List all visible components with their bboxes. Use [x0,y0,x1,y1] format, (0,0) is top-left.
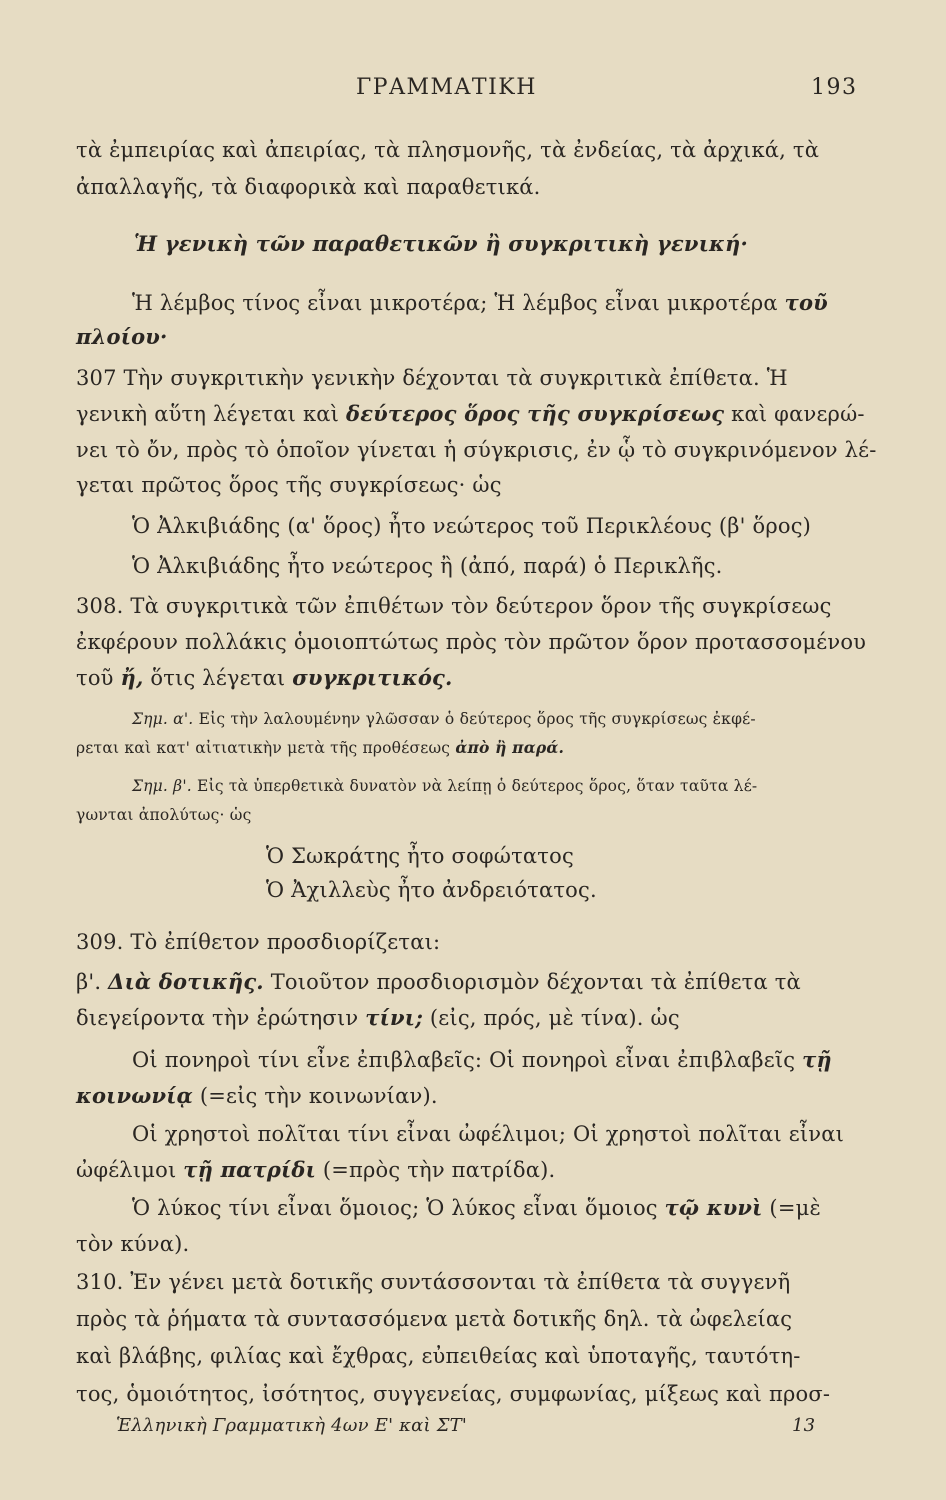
example-line: κοινωνίᾳ (=εἰς τὴν κοινωνίαν). [76,1083,438,1108]
example-line: Οἱ πονηροὶ τίνι εἶνε ἐπιβλαβεῖς: Οἱ πονηροὶ εἶναι ἐπιβλαβεῖς τῇ [132,1047,832,1072]
text-line: διεγείροντα τὴν ἐρώτησιν τίνι; (εἰς, πρός, μὲ τίνα). ὡς [76,1005,680,1030]
text-line: ἐκφέρουν πολλάκις ὁμοιοπτώτως πρὸς τὸν πρῶτον ὅρον προτασσομένου [76,630,867,654]
text-line: γεται πρῶτος ὅρος τῆς συγκρίσεως· ὡς [76,473,502,497]
example-line: Ὁ Σωκράτης ἦτο σοφώτατος [266,844,574,868]
text-line: πλοίου· [76,324,168,349]
text-line: καὶ βλάβης, φιλίας καὶ ἔχθρας, εὐπειθείας καὶ ὑποταγῆς, ταυτότη- [76,1344,801,1368]
text-line: τὰ ἐμπειρίας καὶ ἀπειρίας, τὰ πλησμονῆς, τὰ ἐνδείας, τὰ ἀρχικά, τὰ [76,138,820,162]
text-line: πρὸς τὰ ῥήματα τὰ συντασσόμενα μετὰ δοτικῆς δηλ. τὰ ὠφελείας [76,1307,793,1331]
text-line: ἀπαλλαγῆς, τὰ διαφορικὰ καὶ παραθετικά. [76,175,541,199]
paragraph-310: 310. Ἐν γένει μετὰ δοτικῆς συντάσσονται τὰ ἐπίθετα τὰ συγγενῆ [76,1270,791,1294]
printer-signature: Ἑλληνικὴ Γραμματικὴ 4ων Ε' καὶ ΣΤ' [116,1415,467,1436]
example-line: Ὁ λύκος τίνι εἶναι ὅμοιος; Ὁ λύκος εἶναι ὅμοιος τῷ κυνὶ (=μὲ [132,1195,821,1220]
example-line: Οἱ χρηστοὶ πολῖται τίνι εἶναι ὠφέλιμοι; Οἱ χρηστοὶ πολῖται εἶναι [132,1122,845,1146]
example-line: Ὁ Ἀχιλλεὺς ἦτο ἀνδρειότατος. [266,878,597,902]
example-line: ὠφέλιμοι τῇ πατρίδι (=πρὸς τὴν πατρίδα). [76,1157,556,1182]
note-line: Σημ. α'. Εἰς τὴν λαλουμένην γλῶσσαν ὁ δεύτερος ὅρος τῆς συγκρίσεως ἐκφέ- [132,710,756,728]
text-line: Ἡ λέμβος τίνος εἶναι μικροτέρα; Ἡ λέμβος εἶναι μικροτέρα τοῦ [132,290,828,315]
note-line: Σημ. β'. Εἰς τὰ ὑπερθετικὰ δυνατὸν νὰ λείπῃ ὁ δεύτερος ὅρος, ὅταν ταῦτα λέ- [132,777,758,795]
text-line: γενικὴ αὕτη λέγεται καὶ δεύτερος ὅρος τῆς συγκρίσεως καὶ φανερώ- [76,401,865,426]
note-line: ρεται καὶ κατ' αἰτιατικὴν μετὰ τῆς προθέσεως ἀπὸ ἢ παρά. [76,738,565,757]
note-line: γωνται ἀπολύτως· ὡς [76,806,252,824]
sheet-number: 13 [792,1415,816,1436]
text-line: νει τὸ ὄν, πρὸς τὸ ὁποῖον γίνεται ἡ σύγκρισις, ἐν ᾧ τὸ συγκρινόμενον λέ- [76,438,877,462]
section-heading: Ἡ γενικὴ τῶν παραθετικῶν ἢ συγκριτικὴ γενική· [134,231,748,256]
paragraph-309: 309. Τὸ ἐπίθετον προσδιορίζεται: [76,930,441,954]
page-number: 193 [811,75,858,100]
text-line: τος, ὁμοιότητος, ἰσότητος, συγγενείας, συμφωνίας, μίξεως καὶ προσ- [76,1382,831,1406]
example-line: τὸν κύνα). [76,1232,190,1256]
running-head-title: ΓΡΑΜΜΑΤΙΚΗ [356,75,537,100]
text-line: τοῦ ἤ, ὅτις λέγεται συγκριτικός. [76,665,453,690]
example-line: Ὁ Ἀλκιβιάδης (α' ὅρος) ἦτο νεώτερος τοῦ Περικλέους (β' ὅρος) [132,514,812,538]
text-line: β'. Διὰ δοτικῆς. Τοιοῦτον προσδιορισμὸν δέχονται τὰ ἐπίθετα τὰ [76,969,801,994]
example-line: Ὁ Ἀλκιβιάδης ἦτο νεώτερος ἢ (ἀπό, παρά) ὁ Περικλῆς. [132,554,723,578]
paragraph-308: 308. Τὰ συγκριτικὰ τῶν ἐπιθέτων τὸν δεύτερον ὅρον τῆς συγκρίσεως [76,594,832,618]
paragraph-307: 307 Τὴν συγκριτικὴν γενικὴν δέχονται τὰ συγκριτικὰ ἐπίθετα. Ἡ [76,366,788,390]
